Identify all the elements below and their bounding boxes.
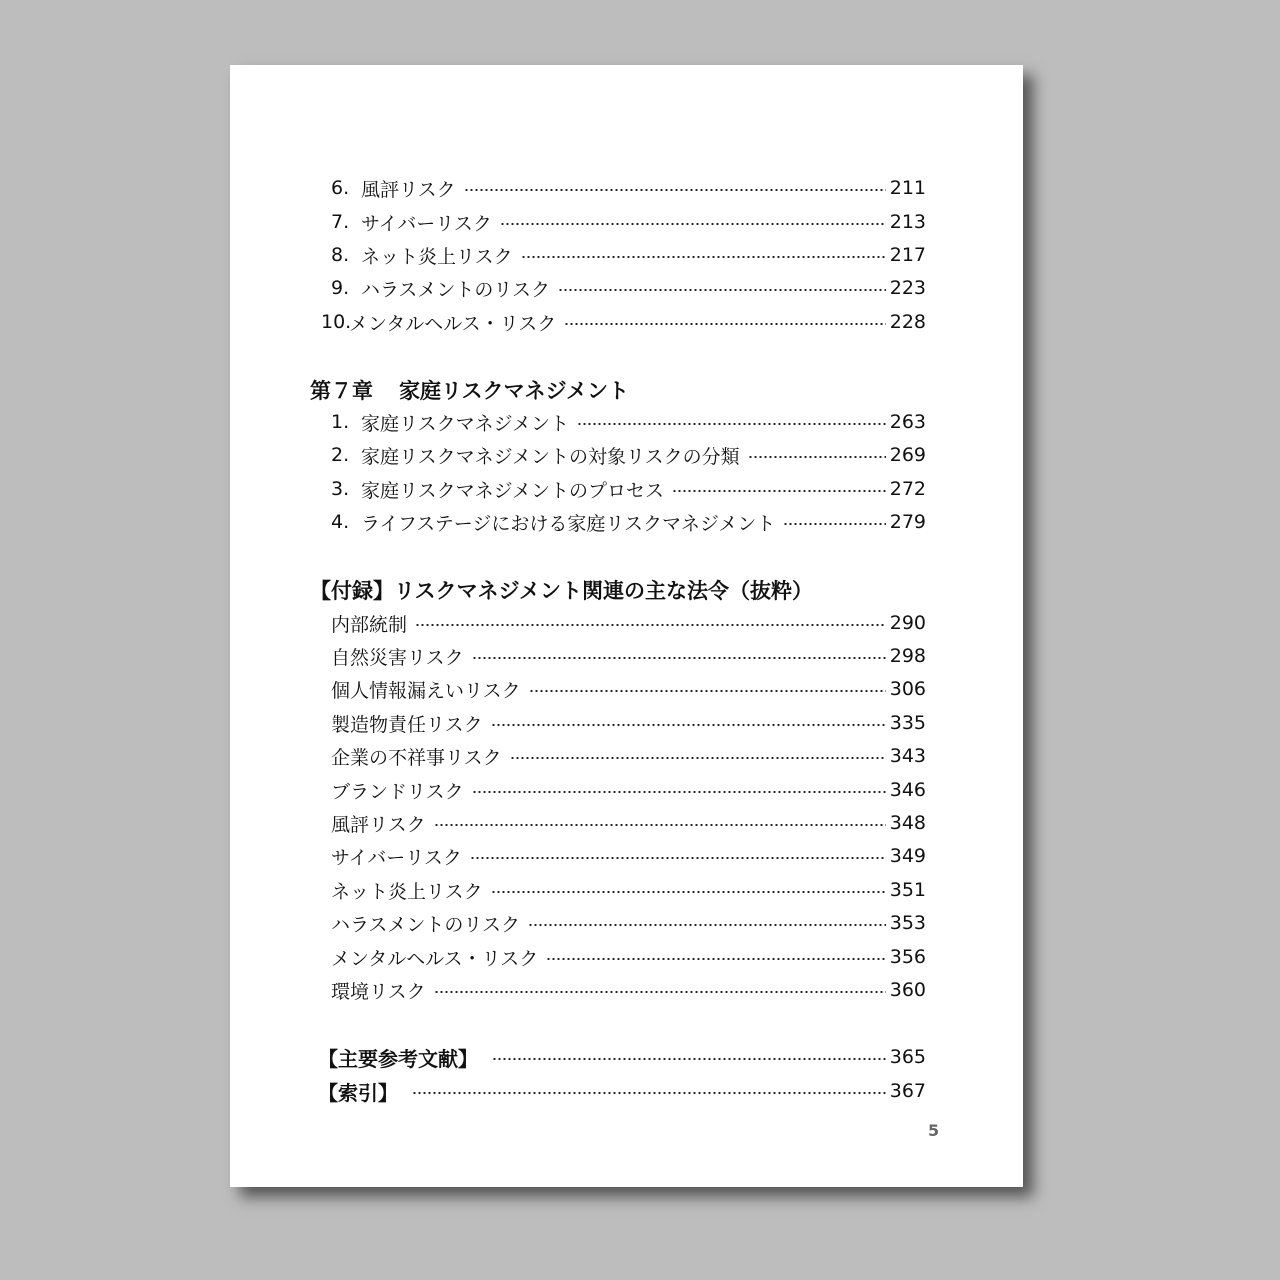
toc-entry-page: 348 [889, 812, 926, 834]
toc-entry-title: 企業の不祥事リスク [331, 746, 502, 769]
toc-entry-title: 家庭リスクマネジメントの対象リスクの分類 [361, 445, 740, 468]
toc-entry-number: 1. [331, 411, 350, 433]
toc-entry[interactable] [331, 609, 926, 637]
toc-entry[interactable] [331, 909, 926, 937]
toc-entry[interactable] [331, 675, 926, 703]
toc-entry-number: 3. [331, 478, 350, 500]
toc-entry-page: 353 [889, 912, 926, 934]
chapter-title: 家庭リスクマネジメント [399, 379, 629, 403]
toc-entry-title: ハラスメントのリスク [361, 278, 551, 301]
toc-entry[interactable] [331, 208, 926, 236]
references-entry[interactable] [318, 1043, 926, 1071]
toc-entry-title: 家庭リスクマネジメントのプロセス [361, 479, 665, 502]
toc-entry[interactable] [331, 943, 926, 971]
chapter-label: 第７章 [310, 379, 373, 403]
toc-entry-title: ハラスメントのリスク [331, 913, 521, 936]
toc-entry-page: 343 [889, 745, 926, 767]
toc-entry-title: メンタルヘルス・リスク [349, 312, 557, 335]
toc-entry-number: 10. [321, 311, 352, 333]
toc-entry-title: 風評リスク [331, 813, 426, 836]
toc-entry-title: メンタルヘルス・リスク [331, 947, 539, 970]
chapter-heading[interactable] [310, 375, 629, 405]
toc-entry-page: 298 [889, 645, 926, 667]
toc-entry[interactable] [331, 642, 926, 670]
toc-entry-title: 製造物責任リスク [331, 713, 483, 736]
toc-entry-title: 個人情報漏えいリスク [331, 679, 521, 702]
toc-entry[interactable] [331, 274, 926, 302]
toc-entry-title: 風評リスク [361, 178, 456, 201]
dot-leader [672, 490, 886, 492]
toc-entry[interactable] [331, 709, 926, 737]
toc-entry-page: 346 [889, 779, 926, 801]
references-title: 【主要参考文献】 [318, 1046, 478, 1071]
dot-leader [577, 423, 886, 425]
dot-leader [748, 456, 886, 458]
dot-leader [412, 1092, 886, 1094]
toc-entry-page: 213 [889, 211, 926, 233]
dot-leader [472, 791, 886, 793]
toc-entry-title: ブランドリスク [331, 780, 464, 803]
dot-leader [521, 256, 886, 258]
toc-entry-page: 272 [889, 478, 926, 500]
dot-leader [546, 958, 885, 960]
dot-leader [510, 757, 886, 759]
toc-entry-title: ライフステージにおける家庭リスクマネジメント [361, 512, 776, 535]
toc-entry-number: 4. [331, 511, 350, 533]
dot-leader [528, 924, 886, 926]
toc-entry-page: 335 [889, 712, 926, 734]
toc-entry-page: 306 [889, 678, 926, 700]
toc-entry-number: 8. [331, 244, 350, 266]
dot-leader [500, 223, 886, 225]
toc-entry-number: 9. [331, 277, 350, 299]
toc-entry[interactable] [331, 508, 926, 536]
dot-leader [415, 624, 886, 626]
dot-leader [492, 1058, 886, 1060]
toc-entry-title: ネット炎上リスク [361, 245, 513, 268]
toc-entry-number: 7. [331, 211, 350, 233]
toc-entry[interactable] [331, 441, 926, 469]
toc-entry[interactable] [331, 408, 926, 436]
toc-entry-title: サイバーリスク [361, 212, 492, 235]
toc-entry[interactable] [331, 976, 926, 1004]
toc-entry-page: 263 [889, 411, 926, 433]
toc-entry-number: 2. [331, 444, 350, 466]
toc-entry-page: 211 [889, 177, 926, 199]
dot-leader [558, 289, 886, 291]
toc-entry-title: ネット炎上リスク [331, 880, 483, 903]
toc-entry-page: 356 [889, 946, 926, 968]
toc-entry-page: 228 [889, 311, 926, 333]
document-page [230, 65, 1023, 1187]
dot-leader [470, 857, 886, 859]
dot-leader [472, 657, 886, 659]
toc-entry-page: 351 [889, 879, 926, 901]
dot-leader [491, 724, 886, 726]
toc-entry-title: 家庭リスクマネジメント [361, 412, 570, 435]
toc-entry-page: 349 [889, 845, 926, 867]
toc-entry[interactable] [331, 742, 926, 770]
page-number: 5 [928, 1121, 940, 1140]
dot-leader [491, 891, 886, 893]
toc-entry[interactable] [331, 776, 926, 804]
dot-leader [564, 323, 885, 325]
toc-entry[interactable] [331, 174, 926, 202]
dot-leader [529, 690, 886, 692]
toc-entry-page: 223 [889, 277, 926, 299]
toc-entry[interactable] [331, 809, 926, 837]
toc-entry-page: 360 [889, 979, 926, 1001]
toc-entry-page: 290 [889, 612, 926, 634]
toc-entry-page: 269 [889, 444, 926, 466]
index-page: 367 [889, 1080, 926, 1102]
toc-entry-page: 279 [889, 511, 926, 533]
toc-entry-number: 6. [331, 177, 350, 199]
toc-entry[interactable] [331, 475, 926, 503]
toc-entry-title: 自然災害リスク [331, 646, 464, 669]
toc-entry-page: 217 [889, 244, 926, 266]
toc-entry[interactable] [331, 241, 926, 269]
appendix-heading[interactable]: 【付録】リスクマネジメント関連の主な法令（抜粋） [310, 579, 813, 603]
toc-entry-title: サイバーリスク [331, 846, 462, 869]
toc-entry-title: 内部統制 [331, 613, 408, 636]
toc-entry[interactable] [321, 308, 926, 336]
dot-leader [434, 991, 886, 993]
toc-entry-title: 環境リスク [331, 980, 426, 1003]
index-title: 【索引】 [318, 1080, 398, 1105]
dot-leader [464, 189, 886, 191]
toc-entry[interactable] [331, 876, 926, 904]
index-entry[interactable] [318, 1077, 926, 1105]
references-page: 365 [889, 1046, 926, 1068]
dot-leader [783, 523, 885, 525]
dot-leader [434, 824, 886, 826]
toc-entry[interactable] [331, 842, 926, 870]
